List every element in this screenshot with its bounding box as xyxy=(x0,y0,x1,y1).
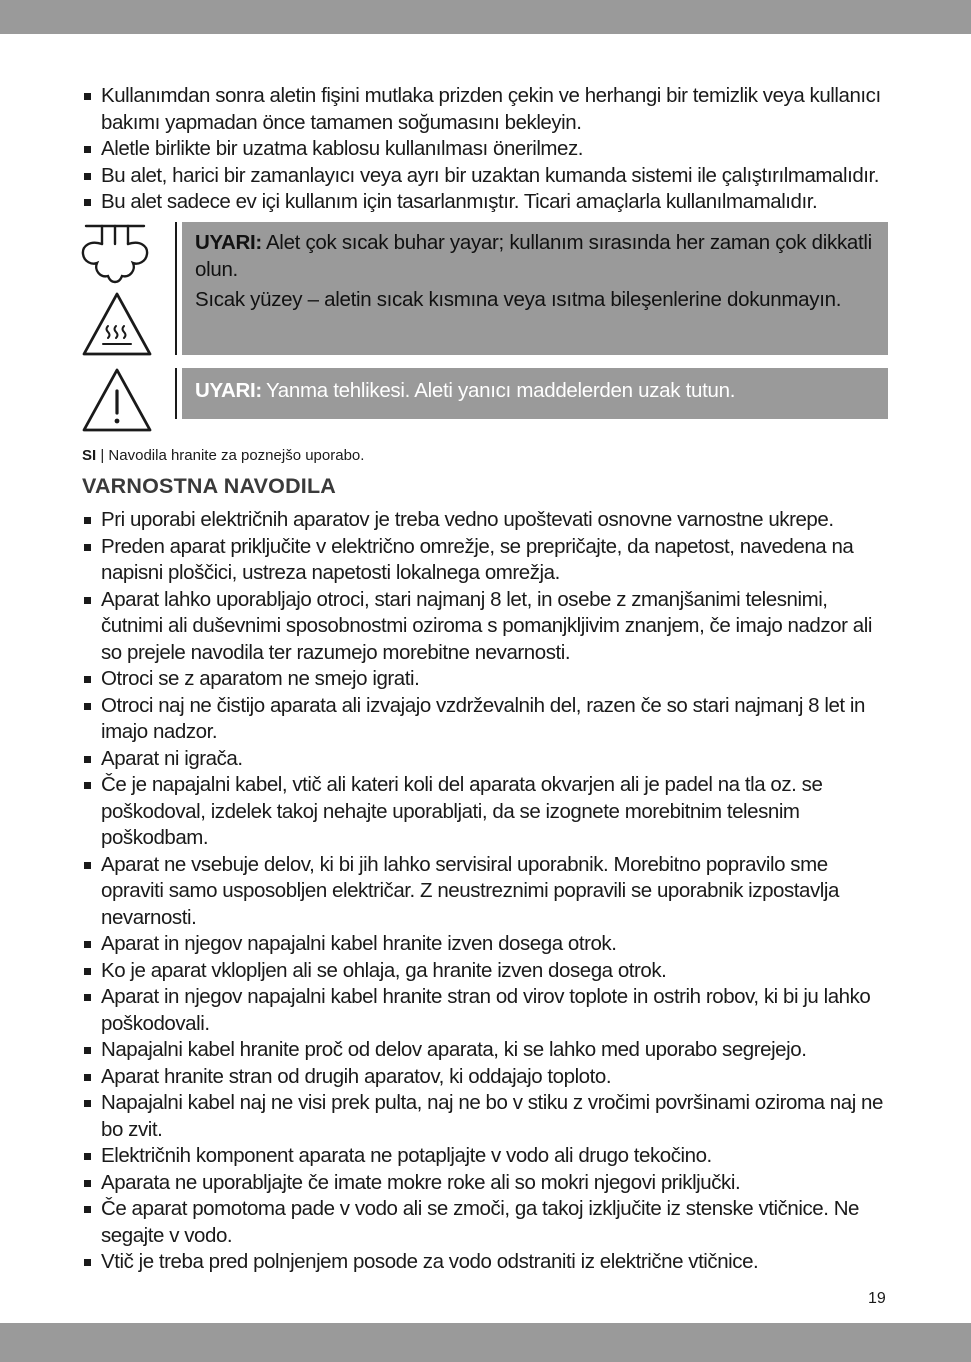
list-item: Pri uporabi električnih aparatov je treba vedno upoštevati osnovne varnostne ukrepe. xyxy=(82,507,890,534)
list-item: Aparat ni igrača. xyxy=(82,746,890,773)
warning-label: UYARI: xyxy=(195,231,262,254)
list-item: Aletle birlikte bir uzatma kablosu kullanılması önerilmez. xyxy=(82,136,890,163)
slovenian-safety-list xyxy=(82,507,890,1276)
list-item: Aparat in njegov napajalni kabel hranite stran od virov toplote in ostrih robov, ki bi ju lahko poškodovali. xyxy=(82,984,890,1037)
header-bar xyxy=(0,0,971,34)
list-item: Ko je aparat vklopljen ali se ohlaja, ga hranite izven dosega otrok. xyxy=(82,958,890,985)
warning-text: Alet çok sıcak buhar yayar; kullanım sırasında her zaman çok dikkatli olun. xyxy=(195,231,872,281)
footer-bar xyxy=(0,1323,971,1362)
list-item: Električnih komponent aparata ne potapljajte v vodo ali drugo tekočino. xyxy=(82,1143,890,1170)
turkish-safety-list xyxy=(82,83,890,216)
list-item: Aparat in njegov napajalni kabel hranite izven dosega otrok. xyxy=(82,931,890,958)
list-item: Preden aparat priključite v električno omrežje, se prepričajte, da napetost, navedena na napisni ploščici, ustreza napetosti lokalnega omrežja. xyxy=(82,534,890,587)
list-item: Otroci naj ne čistijo aparata ali izvajajo vzdrževalnih del, razen če so stari najmanj 8 let in imajo nadzor. xyxy=(82,693,890,746)
list-item: Aparat ne vsebuje delov, ki bi jih lahko servisiral uporabnik. Morebitno popravilo sme opraviti samo usposobljen električar. Z neustreznimi popravili se uporabnik izpostavlja nevarnosti. xyxy=(82,852,890,932)
warning-text: Yanma tehlikesi. Aleti yanıcı maddelerden uzak tutun. xyxy=(265,379,736,402)
list-item: Aparat hranite stran od drugih aparatov, ki oddajajo toploto. xyxy=(82,1064,890,1091)
warning-divider xyxy=(175,368,177,419)
warning-line xyxy=(195,286,876,313)
list-item: Bu alet sadece ev içi kullanım için tasarlanmıştır. Ticari amaçlarla kullanılmamalıdır. xyxy=(82,189,890,216)
list-item: Napajalni kabel hranite proč od delov aparata, ki se lahko med uporabo segrejejo. xyxy=(82,1037,890,1064)
list-item: Aparat lahko uporabljajo otroci, stari najmanj 8 let, in osebe z zmanjšanimi telesnimi, čutnimi ali duševnimi sposobnostmi oziroma s pomanjkljivim znanjem, če imajo nadzor ali so prejele navodila ter razumejo morebitne nevarnosti. xyxy=(82,587,890,667)
steam-hazard-icon xyxy=(80,222,150,288)
list-item: Vtič je treba pred polnjenjem posode za vodo odstraniti iz električne vtičnice. xyxy=(82,1249,890,1276)
list-item: Če aparat pomotoma pade v vodo ali se zmoči, ga takoj izključite iz stenske vtičnice. Ne segajte v vodo. xyxy=(82,1196,890,1249)
warning-line xyxy=(195,229,876,283)
warning-label: UYARI: xyxy=(195,379,262,402)
list-item: Otroci se z aparatom ne smejo igrati. xyxy=(82,666,890,693)
burn-warning-box xyxy=(182,368,888,419)
language-note xyxy=(82,446,364,466)
warning-divider xyxy=(175,222,177,355)
list-item: Če je napajalni kabel, vtič ali kateri koli del aparata okvarjen ali je padel na tla oz. se poškodoval, izdelek takoj nehajte uporabljati, da se izognete morebitnim telesnim poškodbam. xyxy=(82,772,890,852)
section-heading: VARNOSTNA NAVODILA xyxy=(82,474,337,498)
language-note-text: Navodila hranite za poznejšo uporabo. xyxy=(108,447,365,464)
page-number: 19 xyxy=(868,1290,886,1307)
language-code: SI xyxy=(82,447,97,464)
list-item: Aparata ne uporabljajte če imate mokre roke ali so mokri njegovi priključki. xyxy=(82,1170,890,1197)
list-item: Bu alet, harici bir zamanlayıcı veya ayrı bir uzaktan kumanda sistemi ile çalıştırılmamalıdır. xyxy=(82,163,890,190)
hot-surface-text: Sıcak yüzey – aletin sıcak kısmına veya ısıtma bileşenlerine dokunmayın. xyxy=(195,288,842,311)
separator: | xyxy=(96,447,109,464)
hot-surface-warning-icon xyxy=(81,291,153,357)
steam-warning-box xyxy=(182,222,888,355)
list-item: Napajalni kabel naj ne visi prek pulta, naj ne bo v stiku z vročimi površinami oziroma naj ne bo zvit. xyxy=(82,1090,890,1143)
list-item: Kullanımdan sonra aletin fişini mutlaka prizden çekin ve herhangi bir temizlik veya kullanıcı bakımı yapmadan önce tamamen soğumasını bekleyin. xyxy=(82,83,890,136)
general-warning-icon xyxy=(81,367,153,433)
